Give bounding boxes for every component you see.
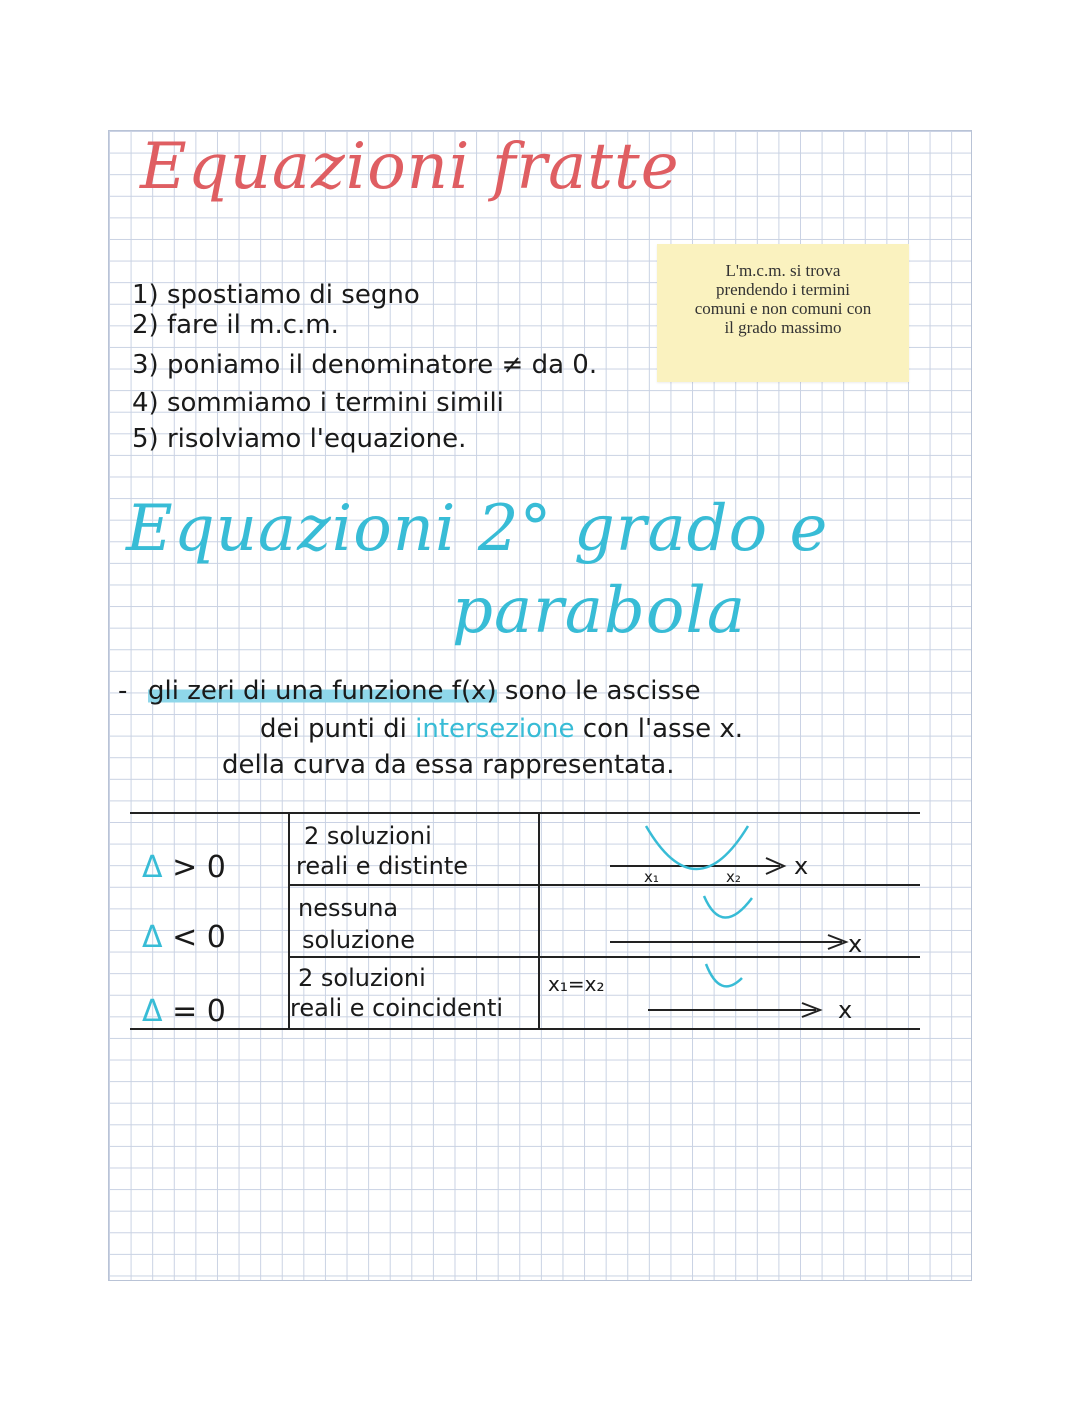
axis-label-row2: x (848, 930, 863, 958)
row3-coincident-roots: x₁=x₂ (548, 972, 605, 996)
graph-row1 (610, 826, 784, 874)
intersection-word: intersezione (415, 714, 575, 744)
note-line-2: prendendo i termini (715, 280, 851, 299)
delta-symbol: Δ (142, 994, 163, 1029)
step-2: 2) fare il m.c.m. (132, 310, 339, 340)
highlighted-phrase: gli zeri di una funzione f(x) (148, 676, 497, 706)
delta-symbol: Δ (142, 920, 163, 955)
title-second-degree-line1: Equazioni 2° grado e (126, 492, 829, 566)
note-line-1: L'm.c.m. si trova (725, 261, 841, 280)
definition-line-3: della curva da essa rappresentata. (222, 750, 675, 780)
title-fractional-equations: Equazioni fratte (140, 130, 680, 204)
step-4: 4) sommiamo i termini simili (132, 388, 504, 418)
row2-solutions-line1: nessuna (298, 894, 399, 922)
step-3: 3) poniamo il denominatore ≠ da 0. (132, 350, 598, 380)
definition-dash: - (118, 676, 128, 706)
parabola-one-root (706, 964, 742, 986)
step-1: 1) spostiamo di segno (132, 280, 420, 310)
note-line-4: il grado massimo (724, 318, 842, 337)
title-second-degree-line2: parabola (452, 574, 746, 648)
axis-label-row3: x (838, 996, 853, 1024)
definition-line-2a: dei punti di (260, 714, 407, 744)
root-label-x2: x₂ (726, 868, 741, 886)
definition-line-2b: con l'asse x. (582, 714, 744, 744)
parabola-two-roots (646, 826, 748, 869)
note-line-3: comuni e non comuni con (694, 299, 872, 318)
delta-condition: = 0 (172, 994, 226, 1029)
row1-solutions-line2: reali e distinte (296, 852, 469, 880)
delta-symbol: Δ (142, 850, 163, 885)
graph-row2 (610, 896, 846, 949)
definition-part-2: sono le ascisse (504, 676, 701, 706)
graph-row3 (648, 964, 820, 1017)
row1-solutions-line1: 2 soluzioni (304, 822, 432, 850)
row3-solutions-line1: 2 soluzioni (298, 964, 426, 992)
axis-label-row1: x (794, 852, 809, 880)
step-5: 5) risolviamo l'equazione. (132, 424, 467, 454)
root-label-x1: x₁ (644, 868, 659, 886)
row2-solutions-line2: soluzione (302, 926, 415, 954)
delta-condition: < 0 (172, 920, 226, 955)
parabola-no-roots (704, 896, 752, 918)
row3-solutions-line2: reali e coincidenti (290, 994, 504, 1022)
delta-condition: > 0 (172, 850, 226, 885)
